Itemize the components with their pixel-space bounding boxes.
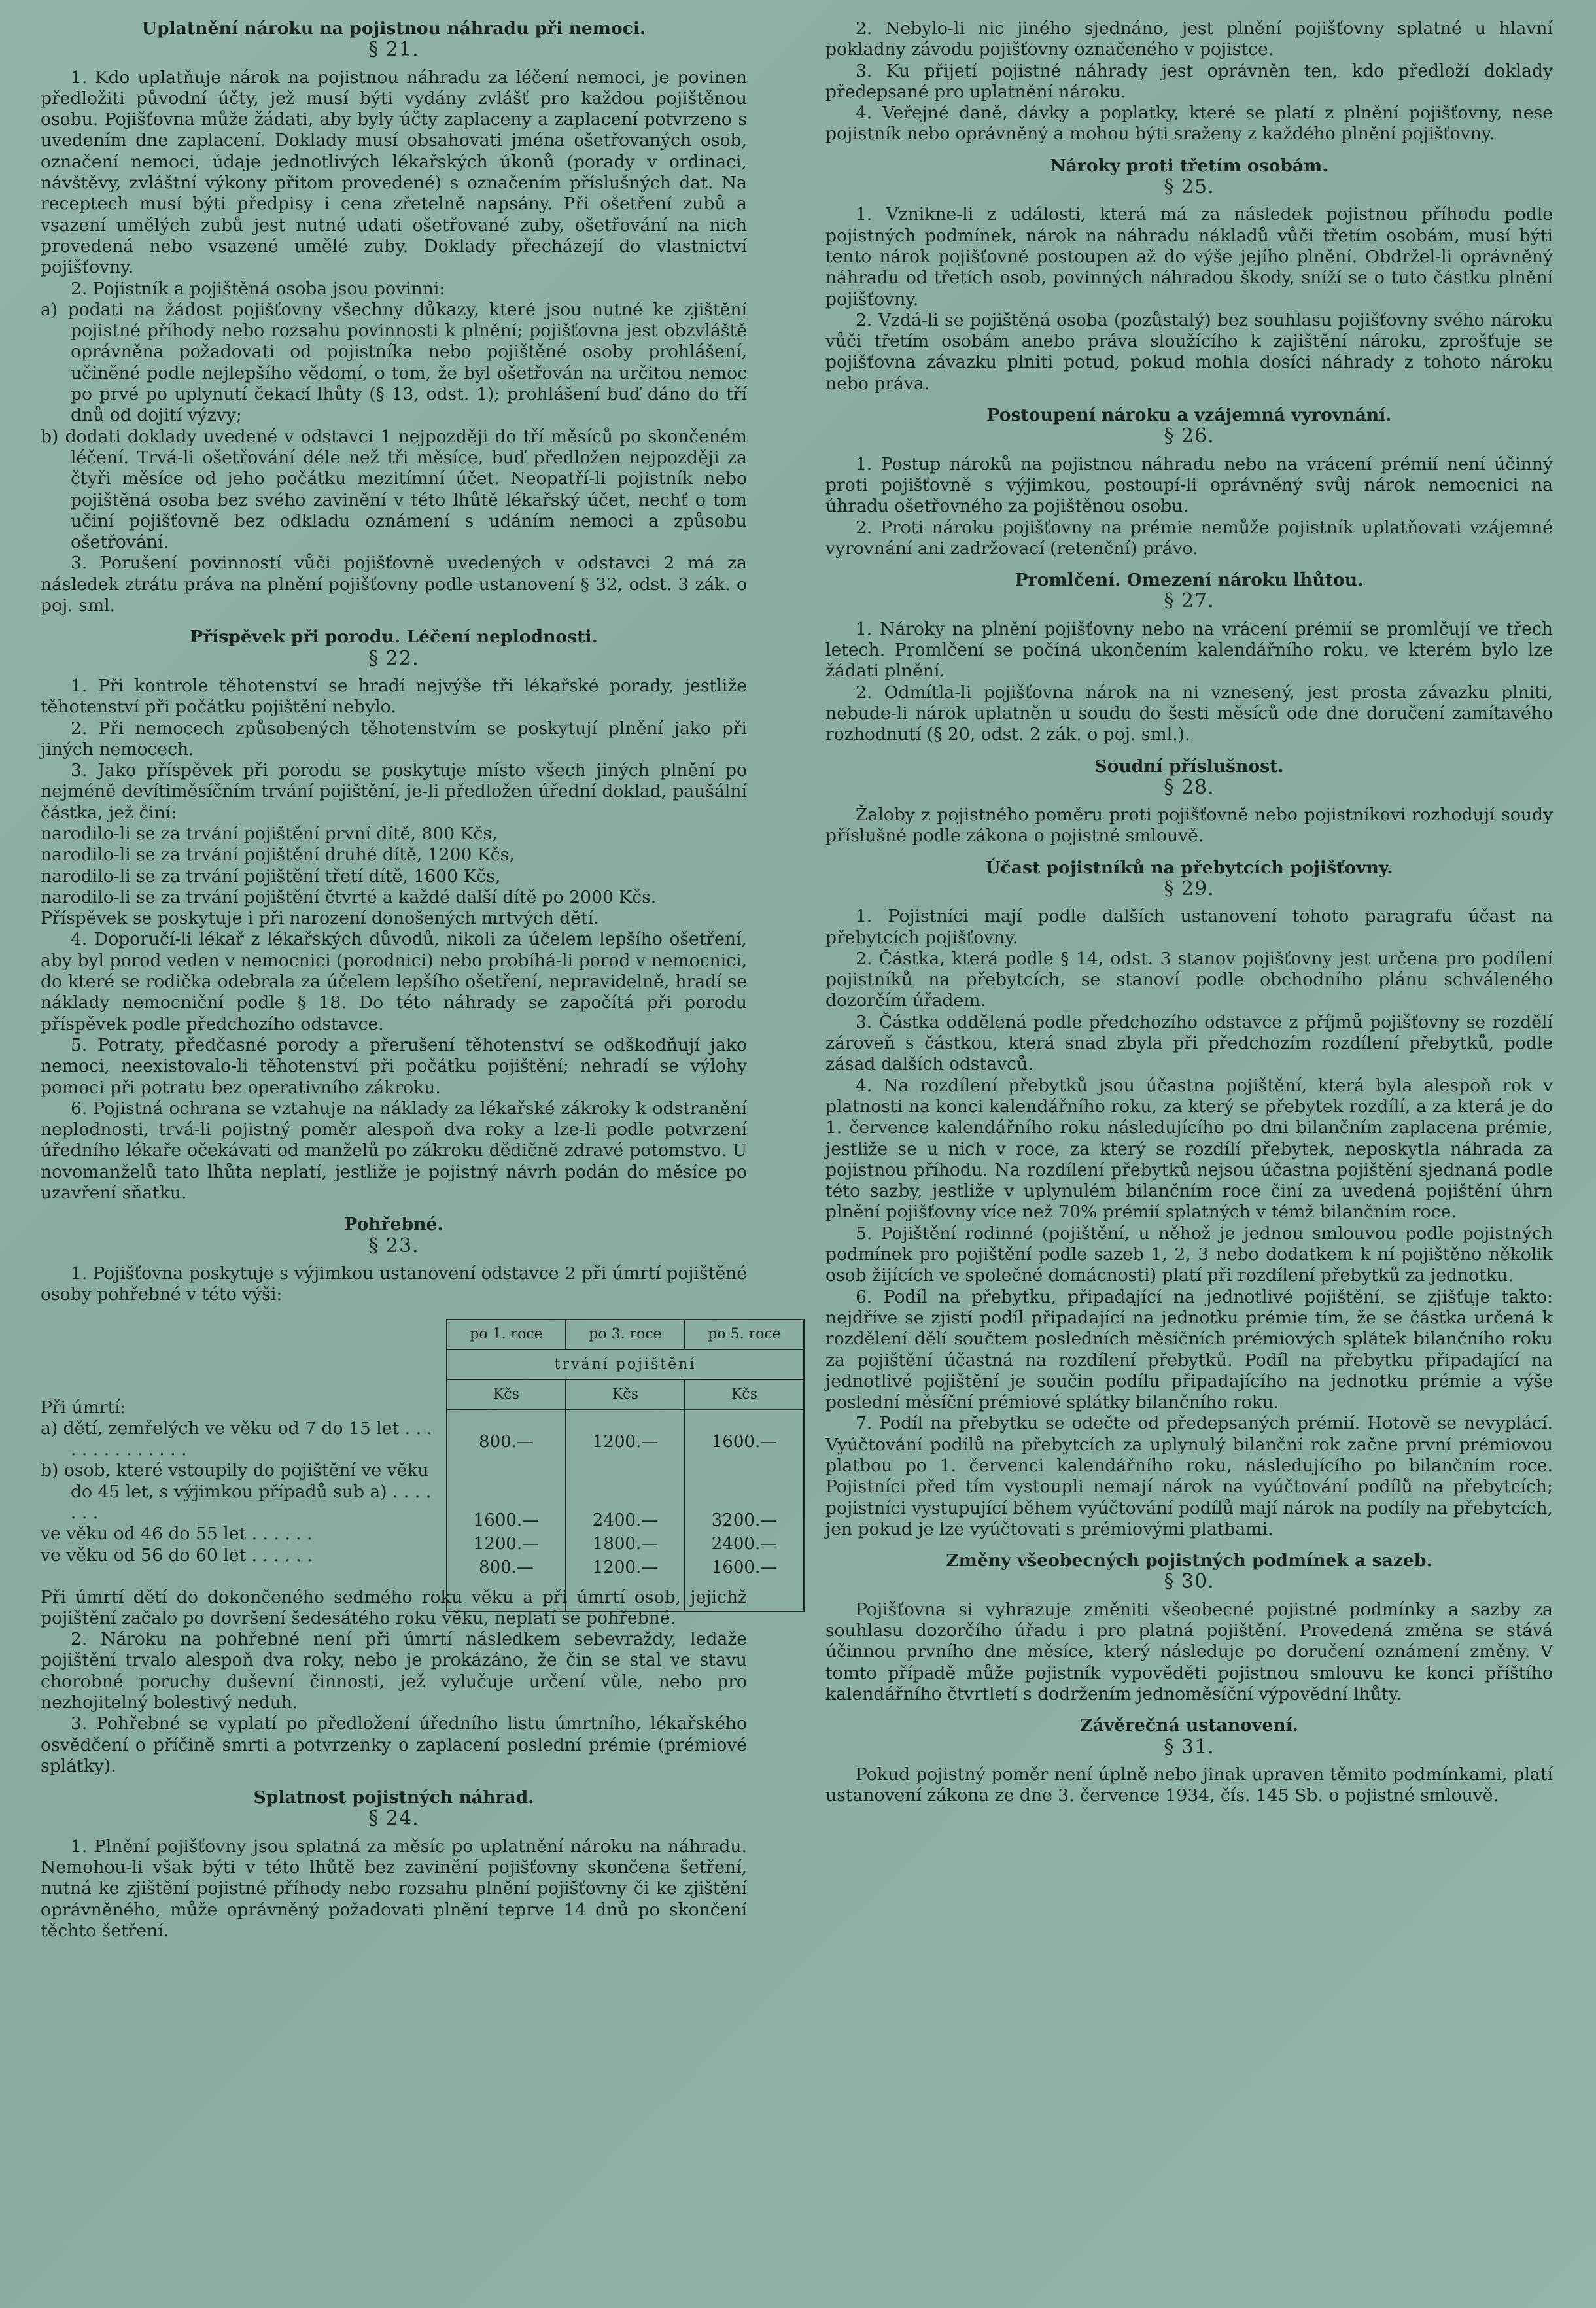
funeral-table (446, 1319, 805, 1613)
paragraph: 4. Veřejné daně, dávky a poplatky, které se platí z plnění pojišťovny, nese pojistník nebo oprávněný a mohou býti sraženy z každého plnění pojišťovny. (825, 103, 1553, 145)
table-cell: 3200.— (711, 1511, 778, 1531)
table-cell: 1600.— (711, 1558, 778, 1578)
paragraph: 1. Pojistníci mají podle dalších ustanovení tohoto paragrafu účast na přebytcích pojišťovny. (825, 906, 1553, 948)
table-column-values (447, 1410, 566, 1611)
paragraph: 1. Pojišťovna poskytuje s výjimkou ustanovení odstavce 2 při úmrtí pojištěné osoby pohřebné v této výši: (41, 1263, 747, 1305)
table-cell: 1200.— (592, 1432, 659, 1452)
paragraph: 4. Doporučí-li lékař z lékařských důvodů, nikoli za účelem lepšího ošetření, aby byl porod veden v nemocnici (porodnici) nebo probíhá-li porod v nemocnici, do které se rodička odebrala za účelem lepšího ošetření, nepravidelně, hradí se náklady nemocniční podle § 18. Do této náhrady se započítá při porodu příspěvek podle předchozího odstavce. (41, 929, 747, 1034)
table-header: po 5. roce (685, 1320, 804, 1350)
section-number: § 31. (1164, 1735, 1215, 1758)
paragraph: 3. Částka oddělená podle předchozího odstavce z příjmů pojišťovny se rozdělí zároveň s částkou, která snad zbyla při předchozím rozdílení přebytků, podle zásad dalších odstavců. (825, 1011, 1553, 1075)
paragraph: 1. Plnění pojišťovny jsou splatná za měsíc po uplatnění nároku na náhradu. Nemohou-li však býti v této lhůtě bez zavinění pojišťovny skončena šetření, nutná ke zjištění pojistné příhody nebo rozsahu plnění pojišťovny či ke zjištění oprávněného, může oprávněný požadovati plnění teprve 14 dnů po skončení těchto šetření. (41, 1836, 747, 1941)
rate-line: narodilo-li se za trvání pojištění čtvrté a každé další dítě po 2000 Kčs. (41, 886, 657, 907)
section-heading: Nároky proti třetím osobám. (1050, 155, 1328, 176)
paragraph: Pokud pojistný poměr není úplně nebo jinak upraven těmito podmínkami, platí ustanovení zákona ze dne 3. července 1934, čís. 145 Sb. o pojistné smlouvě. (825, 1764, 1553, 1806)
table-cell: 2400.— (592, 1511, 659, 1531)
table-header: po 1. roce (447, 1320, 566, 1350)
paragraph: 2. Proti nároku pojišťovny na prémie nemůže pojistník uplatňovati vzájemné vyrovnání ani zadržovací (retenční) právo. (825, 517, 1553, 559)
section-number: § 23. (368, 1234, 419, 1257)
paragraph: 7. Podíl na přebytku se odečte od předepsaných prémií. Hotově se nevyplácí. Vyúčtování podílů na přebytcích za uplynulý bilanční rok začne první prémiovou platbou po 1. červenci kalendářního roku, následujícího po bilančním roce. Pojistníci před tím vystoupli nemají nárok na vyúčtování podílů na přebytcích; pojistníci vystupující během vyúčtování podílů mají nárok na podíly na přebytcích, jen pokud je lze vyúčtovati s prémiovými platbami. (825, 1413, 1553, 1539)
paragraph: 3. Pohřebné se vyplatí po předložení úředního listu úmrtního, lékařského osvědčení o příčině smrti a potvrzenky o zaplacení poslední prémie (prémiové splátky). (41, 1713, 747, 1776)
paragraph: 2. Vzdá-li se pojištěná osoba (pozůstalý) bez souhlasu pojišťovny svého nároku vůči třetím osobám anebo práva sloužícího k zajištění nároku, zprošťuje se pojišťovna závazku plniti potud, pokud mohla dosíci náhrady z tohoto nároku nebo práva. (825, 309, 1553, 394)
rate-line: narodilo-li se za trvání pojištění druhé dítě, 1200 Kčs, (41, 845, 515, 866)
rate-line: narodilo-li se za trvání pojištění třetí dítě, 1600 Kčs, (41, 866, 501, 886)
table-cell: 1600.— (473, 1511, 540, 1531)
table-span-header: trvání pojištění (447, 1350, 804, 1380)
paragraph: 2. Nároku na pohřebné není při úmrtí následkem sebevraždy, ledaže pojištění trvalo alespoň dva roky, nebo je prokázáno, že čin se stal ve stavu chorobné poruchy duševní činnosti, jež vylučuje určení vůle, nebo pro nezhojitelný bolestivý neduh. (41, 1629, 747, 1713)
paragraph: 1. Nároky na plnění pojišťovny nebo na vrácení prémií se promlčují ve třech letech. Promlčení se počíná ukončením kalendářního roku, ve kterém bylo lze žádati plnění. (825, 618, 1553, 682)
table-column-values (566, 1410, 685, 1611)
list-item: b) dodati doklady uvedené v odstavci 1 nejpozději do tří měsíců po skončeném léčení. Trvá-li ošetřování déle než tři měsíce, buď předložen nejpozději za čtyři měsíce od jeho počátku mezitímní účet. Neopatří-li pojistník nebo pojištěná osoba bez svého zavinění v této lhůtě lékařský účet, nechť o tom učiní pojišťovně bez odkladu oznámení s udáním nemoci a způsobu ošetřování. (41, 426, 747, 553)
section-number: § 29. (1164, 877, 1215, 900)
rate-line: Příspěvek se poskytuje i při narození donošených mrtvých dětí. (41, 908, 599, 929)
left-column (41, 18, 781, 1942)
paragraph: 5. Potraty, předčasné porody a přerušení těhotenství se odškodňují jako nemoci, neexistovalo-li těhotenství při počátku pojištění; nehradí se výlohy pomoci při potratu bez operativního zákroku. (41, 1034, 747, 1098)
list-item: a) podati na žádost pojišťovny všechny důkazy, které jsou nutné ke zjištění pojistné příhody nebo rozsahu povinnosti k plnění; pojišťovna jest obzvláště oprávněna požadovati od pojistníka nebo pojištěné osoby prohlášení, učiněné podle nejlepšího vědomí, o tom, že byl ošetřován na určitou nemoc po prvé po uplynutí čekací lhůty (§ 13, odst. 1); prohlášení buď dáno do tří dnů od dojití výzvy; (41, 299, 747, 426)
paragraph: 1. Vznikne-li z události, která má za následek pojistnou příhodu podle pojistných podmínek, nárok na náhradu nákladů vůči třetím osobám, musí býti tento nárok pojišťovně postoupen až do výše jejího plnění. Obdržel-li oprávněný náhradu od třetích osob, povinných náhradou škody, sníží se o tuto částku plnění pojišťovny. (825, 204, 1553, 309)
table-cell: 800.— (479, 1558, 534, 1578)
section-number: § 24. (368, 1807, 419, 1830)
right-column (825, 18, 1553, 1806)
section-heading: Soudní příslušnost. (1094, 756, 1284, 777)
paragraph: Žaloby z pojistného poměru proti pojišťovně nebo pojistníkovi rozhodují soudy příslušné podle zákona o pojistné smlouvě. (825, 805, 1553, 847)
label: ve věku od 46 do 55 let . . . . . . (41, 1524, 313, 1545)
paragraph: 3. Jako příspěvek při porodu se poskytuje místo všech jiných plnění po nejméně devítiměsíčním trvání pojištění, je-li předložen úřední doklad, paušální částka, jež činí: (41, 760, 747, 823)
section-heading: Postoupení nároku a vzájemná vyrovnání. (986, 405, 1392, 426)
funeral-table-block (41, 1319, 781, 1587)
section-number: § 21. (368, 38, 419, 61)
paragraph: Při úmrtí dětí do dokončeného sedmého roku věku a při úmrtí osob, jejichž pojištění začalo po dovršení šedesátého roku věku, neplatí se pohřebné. (41, 1586, 747, 1628)
paragraph: 2. Odmítla-li pojišťovna nárok na ni vznesený, jest prosta závazku plniti, nebude-li nárok uplatněn u soudu do šesti měsíců ode dne doručení zamítavého rozhodnutí (§ 20, odst. 2 zák. o poj. sml.). (825, 682, 1553, 745)
paragraph: 3. Porušení povinností vůči pojišťovně uvedených v odstavci 2 má za následek ztrátu práva na plnění pojišťovny podle ustanovení § 32, odst. 3 zák. o poj. sml. (41, 553, 747, 616)
table-cell: 1200.— (592, 1558, 659, 1578)
section-heading: Závěrečná ustanovení. (1080, 1715, 1298, 1736)
paragraph: 1. Při kontrole těhotenství se hradí nejvýše tři lékařské porady, jestliže těhotenství při počátku pojištění nebylo. (41, 675, 747, 718)
section-heading: Příspěvek při porodu. Léčení neplodnosti. (190, 627, 598, 648)
paragraph: 2. Částka, která podle § 14, odst. 3 stanov pojišťovny jest určena pro podílení pojistníků na přebytcích, se stanoví podle obchodního plánu schváleného dozorčím úřadem. (825, 948, 1553, 1011)
table-cell: 2400.— (711, 1534, 778, 1554)
label: ve věku od 56 do 60 let . . . . . . (41, 1545, 313, 1565)
label: b) osob, které vstoupily do pojištění ve věku do 45 let, s výjimkou případů sub a) . . . . . . . (41, 1460, 432, 1523)
paragraph: 4. Na rozdílení přebytků jsou účastna pojištění, která byla alespoň rok v platnosti na konci kalendářního roku, za který se přebytek rozdílí, a za která je do 1. července kalendářního roku následujícího po dni bilančním zaplacena prémie, jestliže se u nich v roce, za který se rozdílí přebytek, neposkytla náhrada za pojistnou příhodu. Na rozdílení přebytků nejsou účastna pojištění sjednaná podle této sazby, jestliže v uplynulém bilančním roce činí za uvedená pojištění úhrn plnění pojišťovny více než 70% prémií splatných v témž bilančním roce. (825, 1075, 1553, 1223)
section-number: § 27. (1164, 589, 1215, 613)
section-number: § 30. (1164, 1570, 1215, 1594)
section-number: § 25. (1164, 175, 1215, 199)
table-unit: Kčs (447, 1380, 566, 1410)
table-header: po 3. roce (566, 1320, 685, 1350)
paragraph: 2. Nebylo-li nic jiného sjednáno, jest plnění pojišťovny splatné u hlavní pokladny závodu pojišťovny označeného v pojistce. (825, 18, 1553, 60)
section-heading: Pohřebné. (344, 1214, 443, 1235)
section-number: § 26. (1164, 425, 1215, 448)
paragraph: 1. Postup nároků na pojistnou náhradu nebo na vrácení prémií není účinný proti pojišťovně s výjimkou, postoupí-li oprávněný svůj nárok nemocnici na úhradu ošetřovného za pojištěnou osobu. (825, 453, 1553, 517)
table-unit: Kčs (566, 1380, 685, 1410)
paragraph: 2. Pojistník a pojištěná osoba jsou povinni: (71, 278, 445, 299)
paragraph: 5. Pojištění rodinné (pojištění, u něhož je jednou smlouvou podle pojistných podmínek pro pojištění podle sazeb 1, 2, 3 nebo dodatkem k ní pojištěno několik osob žijících ve společné domácnosti) platí při rozdílení přebytků za jednotku. (825, 1223, 1553, 1286)
rate-line: narodilo-li se za trvání pojištění první dítě, 800 Kčs, (41, 823, 498, 844)
paragraph: Pojišťovna si vyhrazuje změniti všeobecné pojistné podmínky a sazby za souhlasu dozorčího úřadu i pro platná pojištění. Provedená změna se stává účinnou prvního dne měsíce, který následuje po doručení oznámení změny. V tomto případě může pojistník vypověděti pojistnou smlouvu ke konci příštího kalendářního čtvrtletí s dodržením jednoměsíční výpovědní lhůty. (825, 1599, 1553, 1704)
label: Při úmrtí: (41, 1397, 126, 1418)
table-cell: 1800.— (592, 1534, 659, 1554)
section-number: § 28. (1164, 775, 1215, 799)
paragraph: 6. Pojistná ochrana se vztahuje na náklady za lékařské zákroky k odstranění neplodnosti, trvá-li pojistný poměr alespoň dva roky a lze-li podle potvrzení úředního lékaře očekávati od manželů po zákroku dědičně zdravé potomstvo. U novomanželů tato lhůta neplatí, jestliže je pojistný návrh podán do měsíce po uzavření sňatku. (41, 1098, 747, 1204)
paragraph: 1. Kdo uplatňuje nárok na pojistnou náhradu za léčení nemoci, je povinen předložiti původní účty, jež musí býti vydány zvlášť pro každou pojištěnou osobu. Pojišťovna může žádati, aby byly účty zaplaceny a zaplacení potvrzeno s uvedením dne zaplacení. Doklady musí obsahovati jména ošetřovaných osob, označení nemoci, údaje jednotlivých lékařských úkonů (porady v ordinaci, návštěvy, zvláštní výkony přitom provedené) s označením příslušných dat. Na receptech musí býti předpisy i cena zřetelně napsány. Při ošetření zubů a vsazení umělých zubů jest nutné udati ošetřované zuby, ošetřování na nich provedená nebo vsazené umělé zuby. Doklady přecházejí do vlastnictví pojišťovny. (41, 67, 747, 278)
section-heading: Promlčení. Omezení nároku lhůtou. (1015, 570, 1364, 591)
section-heading: Uplatnění nároku na pojistnou náhradu při nemoci. (141, 18, 646, 39)
section-number: § 22. (368, 646, 419, 670)
table-unit: Kčs (685, 1380, 804, 1410)
paragraph: 3. Ku přijetí pojistné náhrady jest oprávněn ten, kdo předloží doklady předepsané pro uplatnění nároku. (825, 60, 1553, 102)
section-heading: Splatnost pojistných náhrad. (253, 1787, 534, 1808)
table-cell: 800.— (479, 1432, 534, 1452)
funeral-labels (41, 1397, 433, 1566)
table-column-values (685, 1410, 804, 1611)
label: a) dětí, zemřelých ve věku od 7 do 15 let . . . . . . . . . . . . . . (41, 1418, 432, 1460)
paragraph: 2. Při nemocech způsobených těhotenstvím se poskytují plnění jako při jiných nemocech. (41, 718, 747, 760)
table-cell: 1600.— (711, 1432, 778, 1452)
paragraph: 6. Podíl na přebytku, připadající na jednotlivé pojištění, se zjišťuje takto: nejdříve se zjistí podíl připadající na jednotku prémie tím, že se částka určená k rozdělení dělí součtem posledních měsíčních prémiových splátek bilančního roku za pojištění účastná na rozdílení přebytků. Podíl na přebytku připadající na jednotlivé pojištění je součin podílu připadajícího na jednotku prémie a výše poslední měsíční prémiové splátky bilančního roku. (825, 1286, 1553, 1413)
table-cell: 1200.— (473, 1534, 540, 1554)
section-heading: Účast pojistníků na přebytcích pojišťovny. (985, 857, 1393, 878)
section-heading: Změny všeobecných pojistných podmínek a sazeb. (946, 1550, 1432, 1571)
